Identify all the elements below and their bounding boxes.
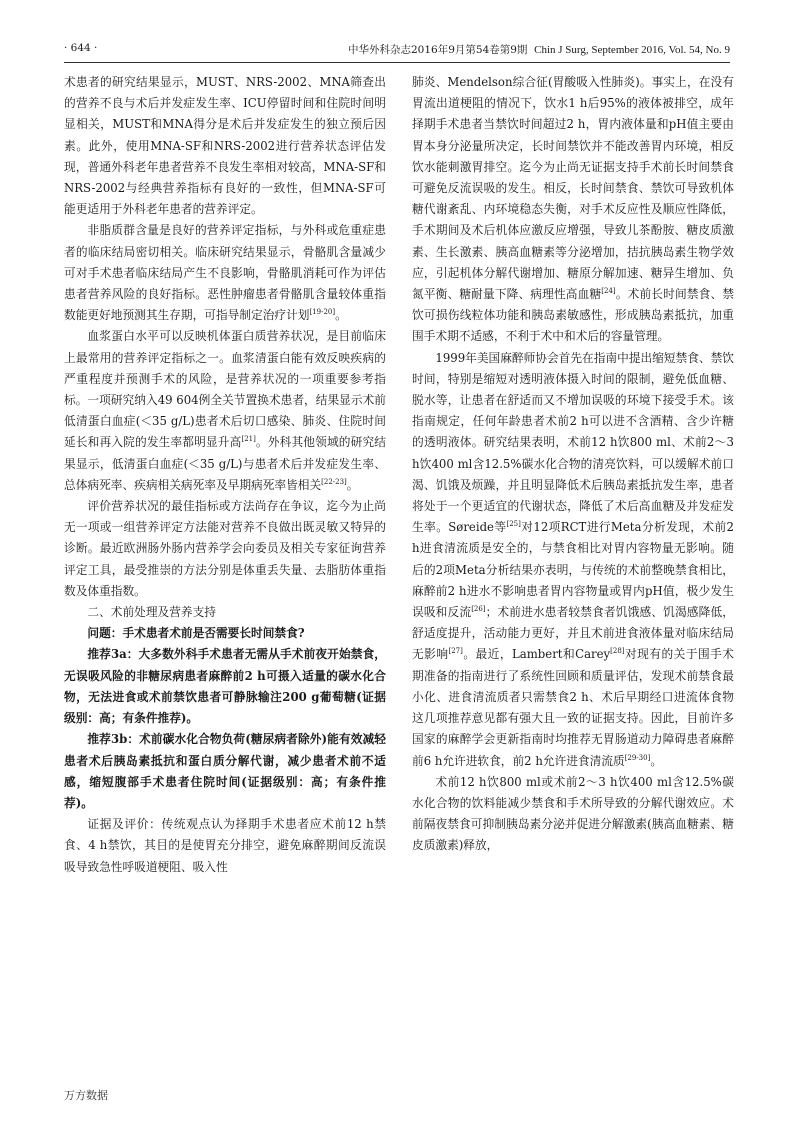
- journal-name-cn: 中华外科杂志2016年9月第54卷第9期: [347, 44, 528, 56]
- running-header: [64, 40, 730, 63]
- citation-ref: [19-20]: [309, 308, 336, 317]
- paragraph-text: 非脂质群含量是良好的营养评定指标，与外科或危重症患者的临床结局密切相关。临床研究结果显示，骨骼肌含量减少可对手术患者临床结局产生不良影响，骨骼肌消耗可作为评估患者营养风险的良好指标。恶性肿瘤患者骨骼肌含量较体重指数能更好地预测其生存期，可指导制定治疗计划: [64, 223, 386, 323]
- citation-ref: [22-23]: [321, 477, 347, 486]
- paragraph-text: 肺炎、Mendelson综合征(胃酸吸入性肺炎)。事实上，在没有胃流出道梗阻的情况下，饮水1 h后95%的液体被排空，成年择期手术患者当禁饮时间超过2 h，胃内液体量和pH值主要由胃本身分泌量所决定，长时间禁饮并不能改善胃内环境，相反饮水能刺激胃排空。迄今为止尚无证据支持手术前长时间禁食可避免反流误吸的发生。相反，长时间禁食、禁饮可导致机体糖代谢紊乱、内环境稳态失衡，对手术反应性及顺应性降低，手术期间及术后机体应激反应增强，导致儿茶酚胺、糖皮质激素、生长激素、胰高血糖素等分泌增加，拮抗胰岛素生物学效应，引起机体分解代谢增加、糖原分解加速、糖异生增加、负氮平衡、糖耐量下降、病理性高血糖: [412, 75, 734, 302]
- paragraph-assessment-tools: 术患者的研究结果显示，MUST、NRS-2002、MNA筛查出的营养不良与术后并发症发生率、ICU停留时间和住院时间明显相关，MUST和MNA得分是术后并发症发生的独立预后因素。此外，使用MNA-SF和NRS-2002进行营养状态评估发现，普通外科老年患者营养不良发生率相对较高，MNA-SF和NRS-2002与经典营养指标有良好的一致性，但MNA-SF可能更适用于外科老年患者的营养评定。: [64, 75, 386, 217]
- citation-ref: [24]: [601, 287, 616, 296]
- citation-ref: [28]: [610, 647, 625, 656]
- paragraph-plasma-protein: [64, 326, 386, 496]
- paragraph-fat-free-mass: [64, 220, 386, 326]
- paragraph-text: 。: [335, 308, 347, 323]
- paragraph-asa-guideline: [412, 348, 734, 772]
- recommendation-3b: 推荐3b：术前碳水化合物负荷(糖尿病者除外)能有效减轻患者术后胰岛素抵抗和蛋白质分解代谢，减少患者术前不适感，缩短腹部手术患者住院时间(证据级别：高；有条件推荐)。: [64, 732, 386, 810]
- paragraph-text: 。: [650, 753, 663, 768]
- source-watermark: 万方数据: [64, 1089, 108, 1102]
- evidence-paragraph: 证据及评价：传统观点认为择期手术患者应术前12 h禁食、4 h禁饮，其目的是使胃充分排空，避免麻醉期间反流误吸导致急性呼吸道梗阻、吸入性: [64, 817, 386, 874]
- citation-ref: [27]: [448, 647, 463, 656]
- citation-ref: [21]: [241, 435, 256, 444]
- paragraph-text: 。: [346, 477, 359, 492]
- journal-citation: [348, 42, 730, 57]
- right-column: [412, 72, 734, 857]
- question-heading: 问题：手术患者术前是否需要长时间禁食?: [87, 626, 305, 641]
- paragraph-text: 。术前长时间禁食、禁饮可损伤线粒体功能和胰岛素敏感性，形成胰岛素抵抗，加重围手术期不适感，不利于术中和术后的容量管理。: [412, 287, 734, 344]
- paragraph-text: 。外科其他领域的研究结果显示，低清蛋白血症(＜35 g/L)与患者术后并发症发生率、总体病死率、疾病相关病死率及早期病死率皆相关: [64, 435, 386, 492]
- paragraph-text: ；术前进水患者较禁食者饥饿感、饥渴感降低，舒适度提升，活动能力更好，并且术前进食液体量对临床结局无影响: [412, 605, 734, 662]
- paragraph-text: 1999年美国麻醉师协会首先在指南中提出缩短禁食、禁饮时间，特别是缩短对透明液体摄入时间的限制，避免低血糖、脱水等，让患者在舒适而又不增加误吸的环境下接受手术。该指南规定，任何年龄患者术前2 h可以进不含酒精、含少许糖的透明液体。研究结果表明，术前12 h饮800 ml、术前2～3 h饮400 ml含12.5%碳水化合物的清亮饮料，可以缓解术前口渴、饥饿及烦躁，并且明显降低术后胰岛素抵抗发生率，患者将处于一个更适宜的代谢状态，降低了术后高血糖及并发症发生率。Søreide等: [412, 350, 734, 535]
- paragraph-carbohydrate-loading: 术前12 h饮800 ml或术前2～3 h饮400 ml含12.5%碳水化合物的饮料能减少禁食和手术所导致的分解代谢效应。术前隔夜禁食可抑制胰岛素分泌并促进分解激素(胰高血糖素、糖皮质激素)释放，: [412, 774, 734, 853]
- citation-ref: [25]: [506, 520, 521, 529]
- citation-ref: [26]: [471, 605, 486, 614]
- citation-ref: [29-30]: [624, 753, 651, 762]
- section-heading: 二、术前处理及营养支持: [87, 605, 216, 620]
- paragraph-fasting-effects: [412, 72, 734, 348]
- left-column: [64, 72, 386, 878]
- recommendation-3a: 推荐3a：大多数外科手术患者无需从手术前夜开始禁食，无误吸风险的非糖尿病患者麻醉前2 h可摄入适量的碳水化合物，无法进食或术前禁饮患者可静脉输注200 g葡萄糖(证据级别：高；有条件推荐)。: [64, 647, 386, 726]
- paragraph-text: 。最近，Lambert和Carey: [462, 647, 611, 662]
- paragraph-text: 对12项RCT进行Meta分析发现，术前2 h进食清流质是安全的，与禁食相比对胃内容物量无影响。随后的2项Meta分析结果亦表明，与传统的术前整晚禁食相比，麻醉前2 h进水不影响患者胃内容物量或胃内pH值，极少发生误吸和反流: [412, 520, 734, 620]
- paragraph-text: 对现有的关于围手术期准备的指南进行了系统性回顾和质量评估，发现术前禁食最小化、进食清流质者只需禁食2 h、术后早期经口进流体食物这几项推荐意见都有强大且一致的证据支持。因此，目前许多国家的麻醉学会更新指南时均推荐无胃肠道动力障碍患者麻醉前6 h允许进软食，前2 h允许进食清流质: [412, 647, 734, 768]
- paragraph-best-indicator: 评价营养状况的最佳指标或方法尚存在争议，迄今为止尚无一项或一组营养评定方法能对营养不良做出既灵敏又特异的诊断。最近欧洲肠外肠内营养学会向委员及相关专家征询营养评定工具，最受推崇的方法分别是体重丢失量、去脂肪体重指数及体重指数。: [64, 499, 386, 598]
- paragraph-text: 血浆蛋白水平可以反映机体蛋白质营养状况，是目前临床上最常用的营养评定指标之一。血浆清蛋白能有效反映疾病的严重程度并预测手术的风险，是营养状况的一项重要参考指标。一项研究纳入49 604例全关节置换术患者，结果显示术前低清蛋白血症(＜35 g/L)患者术后切口感染、肺炎、住院时间延长和再入院的发生率都明显升高: [64, 329, 386, 450]
- journal-name-en: Chin J Surg, September 2016, Vol. 54, No. 9: [534, 44, 730, 56]
- page-number: · 644 ·: [64, 42, 98, 54]
